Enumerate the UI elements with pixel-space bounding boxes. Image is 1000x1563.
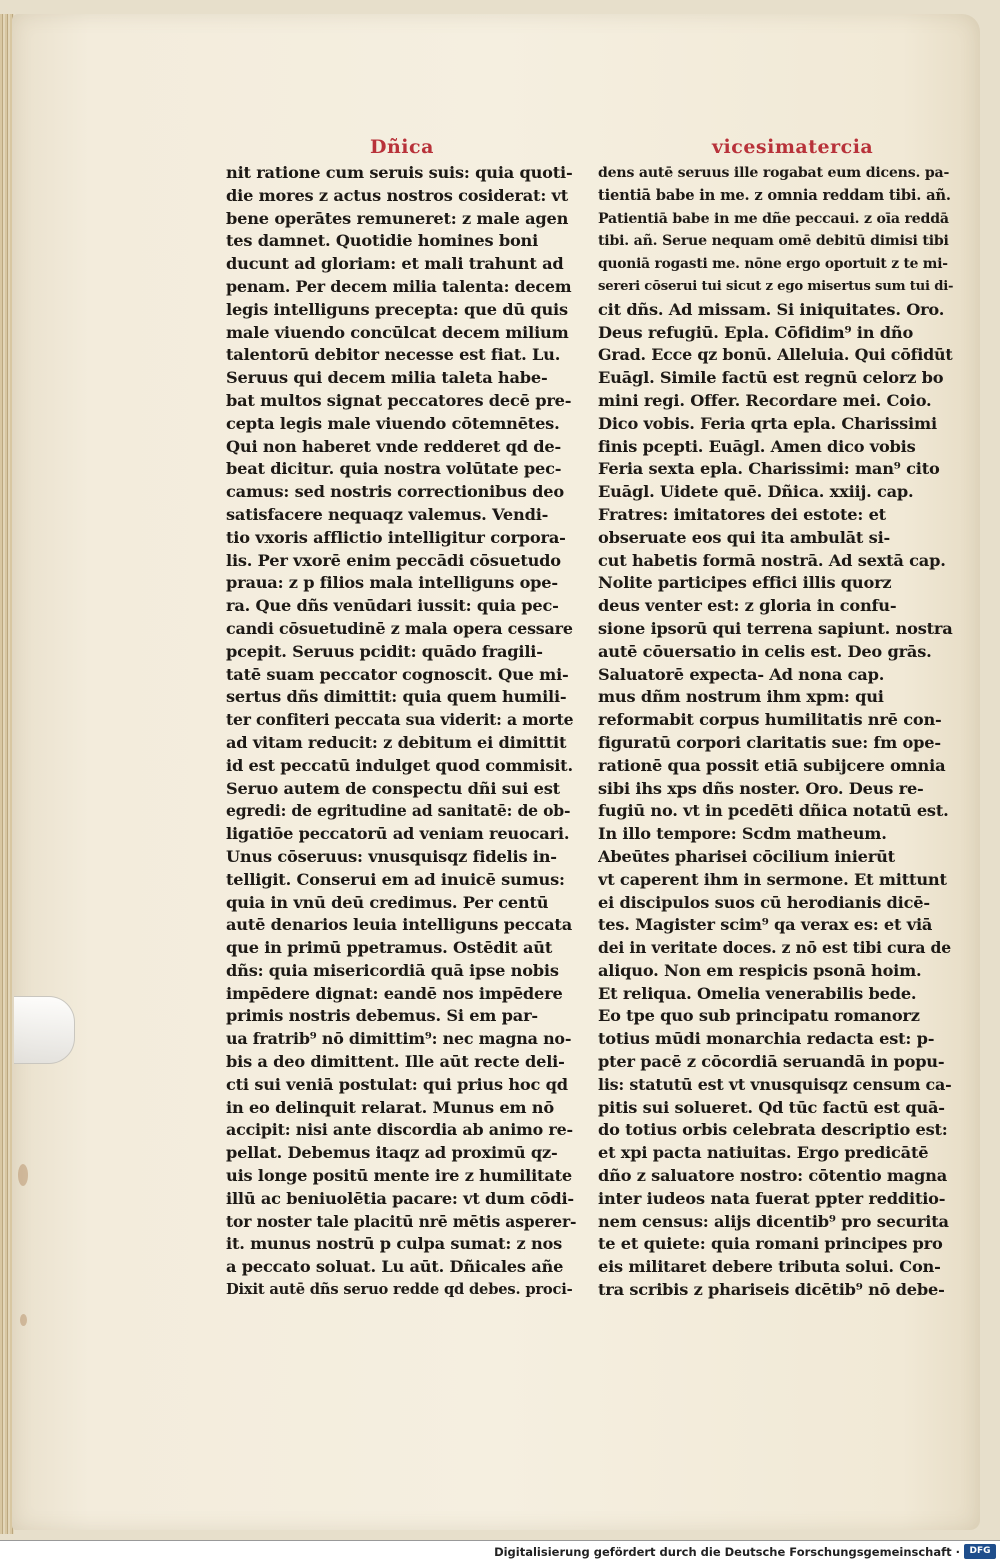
text-line: Patientiā babe in me dñe peccaui. z oīa reddā — [598, 210, 949, 227]
text-line: bat multos signat peccatores decē pre- — [226, 390, 572, 410]
text-line: ligatiōe peccatorū ad veniam reuocari. — [226, 824, 570, 844]
text-line: eis militaret debere tributa solui. Con- — [598, 1257, 941, 1277]
text-line: ad vitam reducit: z debitum ei dimittit — [226, 732, 567, 752]
text-line: do totius orbis celebrata descriptio est: — [598, 1120, 948, 1140]
text-line: lis. Per vxorē enim peccādi cōsuetudo — [226, 550, 561, 570]
running-head-left: Dñica — [370, 136, 434, 158]
text-line: dei in veritate doces. z nō est tibi cura de — [598, 938, 951, 958]
text-line: Abeūtes pharisei cōcilium inierūt — [598, 846, 895, 866]
text-line: sione ipsorū qui terrena sapiunt. nostra — [598, 618, 953, 638]
text-line: tatē suam peccator cognoscit. Que mi- — [226, 664, 569, 684]
text-line: ra. Que dñs venūdari iussit: quia pec- — [226, 596, 559, 616]
text-line: rationē qua possit etiā subijcere omnia — [598, 755, 946, 775]
text-line: quia in vnū deū credimus. Per centū — [226, 892, 549, 912]
text-line: figuratū corpori claritatis sue: fm ope- — [598, 732, 941, 752]
text-line: mus dñm nostrum ihm xpm: qui — [598, 687, 884, 707]
text-line: autē denarios leuia intelliguns peccata — [226, 915, 572, 935]
text-line: deus venter est: z gloria in confu- — [598, 596, 897, 616]
text-line: que in primū ppetramus. Ostēdit aūt — [226, 938, 553, 958]
text-line: candi cōsuetudinē z mala opera cessare — [226, 618, 573, 638]
text-line: bis a deo dimittent. Ille aūt recte deli- — [226, 1052, 565, 1072]
text-line: tor noster tale placitū nrē mētis asperer- — [226, 1211, 576, 1231]
text-line: inter iudeos nata fuerat ppter redditio- — [598, 1188, 946, 1208]
text-line: Saluatorē expecta- Ad nona cap. — [598, 664, 885, 684]
text-line: dñs: quia misericordiā quā ipse nobis — [226, 960, 559, 980]
text-line: Dixit autē dñs seruo redde qd debes. proci- — [226, 1281, 573, 1299]
text-line: tientiā babe in me. z omnia reddam tibi. añ. — [598, 186, 951, 204]
text-line: sereri cōserui tui sicut z ego misertus sum tui di- — [598, 278, 954, 294]
stain — [18, 1164, 28, 1186]
text-line: cti sui veniā postulat: qui prius hoc qd — [226, 1074, 568, 1094]
text-line: primis nostris debemus. Si em par- — [226, 1006, 538, 1026]
text-line: Seruus qui decem milia taleta habe- — [226, 368, 548, 388]
text-line: Feria sexta epla. Charissimi: man⁹ cito — [598, 459, 940, 479]
text-line: cut habetis formā nostrā. Ad sextā cap. — [598, 550, 946, 570]
text-line: ei discipulos suos cū herodianis dicē- — [598, 892, 930, 912]
text-line: bene operātes remuneret: z male agen — [226, 208, 569, 228]
text-line: illū ac beniuolētia pacare: vt dum cōdi- — [226, 1188, 574, 1208]
text-line: tibi. añ. Serue nequam omē debitū dimisi tibi — [598, 233, 949, 250]
text-line: totius mūdi monarchia redacta est: p- — [598, 1029, 935, 1049]
text-line: sibi ihs xps dñs noster. Oro. Deus re- — [598, 778, 924, 798]
text-line: pellat. Debemus itaqz ad proximū qz- — [226, 1143, 558, 1163]
text-line: dño z saluatore nostro: cōtentio magna — [598, 1166, 948, 1186]
text-line: accipit: nisi ante discordia ab animo re- — [226, 1120, 573, 1140]
text-line: impēdere dignat: eandē nos impēdere — [226, 983, 563, 1003]
running-head-right: vicesimatercia — [712, 136, 874, 158]
text-line: in eo delinquit relarat. Munus em nō — [226, 1097, 554, 1117]
text-line: lis: statutū est vt vnusquisqz censum ca- — [598, 1074, 952, 1094]
text-line: pcepit. Seruus pcidit: quādo fragili- — [226, 641, 543, 661]
footer-credit: Digitalisierung gefördert durch die Deutsche Forschungsgemeinschaft · — [494, 1545, 960, 1559]
stain — [20, 1314, 27, 1326]
text-line: reformabit corpus humilitatis nrē con- — [598, 710, 942, 730]
text-line: cepta legis male viuendo cōtemnētes. — [226, 413, 560, 433]
text-line: tio vxoris afflictio intelligitur corpora- — [226, 527, 566, 547]
text-line: tra scribis z phariseis dicētib⁹ nō debe- — [598, 1280, 945, 1300]
text-line: autē cōuersatio in celis est. Deo grās. — [598, 641, 932, 661]
text-line: Nolite participes effici illis quorz — [598, 573, 892, 593]
text-line: uis longe positū mente ire z humilitate — [226, 1166, 573, 1186]
text-line: male viuendo concūlcat decem milium — [226, 322, 569, 342]
text-line: it. munus nostrū p culpa sumat: z nos — [226, 1234, 563, 1254]
text-column-right — [598, 162, 954, 1302]
text-line: In illo tempore: Scdm matheum. — [598, 824, 887, 844]
text-line: Unus cōseruus: vnusquisqz fidelis in- — [226, 846, 557, 866]
text-line: tes. Magister scim⁹ qa verax es: et viā — [598, 915, 933, 935]
text-line: Et reliqua. Omelia venerabilis bede. — [598, 983, 917, 1003]
text-line: aliquo. Non em respicis psonā hoim. — [598, 960, 922, 980]
text-line: nem census: alijs dicentib⁹ pro securita — [598, 1211, 949, 1231]
text-line: praua: z p filios mala intelliguns ope- — [226, 573, 558, 593]
text-line: camus: sed nostris correctionibus deo — [226, 482, 564, 502]
text-line: Deus refugiū. Epla. Cōfidim⁹ in dño — [598, 322, 914, 342]
text-line: fugiū no. vt in pcedēti dñica notatū est. — [598, 801, 949, 821]
text-line: quoniā rogasti me. nōne ergo oportuit z te mi- — [598, 256, 948, 273]
text-line: cit dñs. Ad missam. Si iniquitates. Oro. — [598, 299, 945, 319]
dfg-logo: DFG — [964, 1544, 996, 1559]
text-line: mini regi. Offer. Recordare mei. Coio. — [598, 390, 932, 410]
text-line: ducunt ad gloriam: et mali trahunt ad — [226, 254, 564, 274]
footer-bar — [0, 1540, 1000, 1563]
text-line: satisfacere nequaqz valemus. Vendi- — [226, 504, 549, 524]
text-line: Eo tpe quo sub principatu romanorz — [598, 1006, 920, 1026]
text-line: sertus dñs dimittit: quia quem humili- — [226, 687, 567, 707]
text-line: pitis sui solueret. Qd tūc factū est quā- — [598, 1097, 945, 1117]
text-line: id est peccatū indulget quod commisit. — [226, 755, 573, 775]
text-line: Qui non haberet vnde redderet qd de- — [226, 436, 561, 456]
text-line: penam. Per decem milia talenta: decem — [226, 276, 572, 296]
text-line: pter pacē z cōcordiā seruandā in popu- — [598, 1052, 945, 1072]
text-column-left — [226, 162, 576, 1302]
text-line: Euāgl. Uidete quē. Dñica. xxiij. cap. — [598, 482, 914, 502]
text-line: te et quiete: quia romani principes pro — [598, 1234, 943, 1254]
text-line: telligit. Conserui em ad inuicē sumus: — [226, 869, 565, 889]
text-line: beat dicitur. quia nostra volūtate pec- — [226, 459, 562, 479]
text-line: Grad. Ecce qz bonū. Alleluia. Qui cōfidūt — [598, 345, 953, 365]
page-clip — [14, 996, 75, 1064]
text-line: finis pcepti. Euāgl. Amen dico vobis — [598, 436, 916, 456]
text-line: dens autē seruus ille rogabat eum dicens. pa- — [598, 165, 950, 181]
text-line: talentorū debitor necesse est fiat. Lu. — [226, 345, 561, 365]
text-line: Seruo autem de conspectu dñi sui est — [226, 778, 560, 798]
text-line: vt caperent ihm in sermone. Et mittunt — [598, 869, 947, 889]
text-line: Euāgl. Simile factū est regnū celorz bo — [598, 368, 944, 388]
text-line: die mores z actus nostros cosiderat: vt — [226, 185, 569, 205]
text-line: nit ratione cum seruis suis: quia quoti- — [226, 163, 573, 182]
text-line: legis intelliguns precepta: que dū quis — [226, 299, 568, 319]
text-line: obseruate eos qui ita ambulāt si- — [598, 527, 891, 547]
text-line: ua fratrib⁹ nō dimittim⁹: nec magna no- — [226, 1029, 572, 1049]
text-line: a peccato soluat. Lu aūt. Dñicales añe — [226, 1257, 564, 1277]
text-line: egredi: de egritudine ad sanitatē: de ob- — [226, 801, 571, 821]
text-line: et xpi pacta natiuitas. Ergo predicātē — [598, 1143, 929, 1163]
text-line: Dico vobis. Feria qrta epla. Charissimi — [598, 413, 937, 433]
text-line: ter confiteri peccata sua viderit: a morte — [226, 710, 574, 730]
text-line: Fratres: imitatores dei estote: et — [598, 504, 886, 524]
text-line: tes damnet. Quotidie homines boni — [226, 231, 539, 251]
